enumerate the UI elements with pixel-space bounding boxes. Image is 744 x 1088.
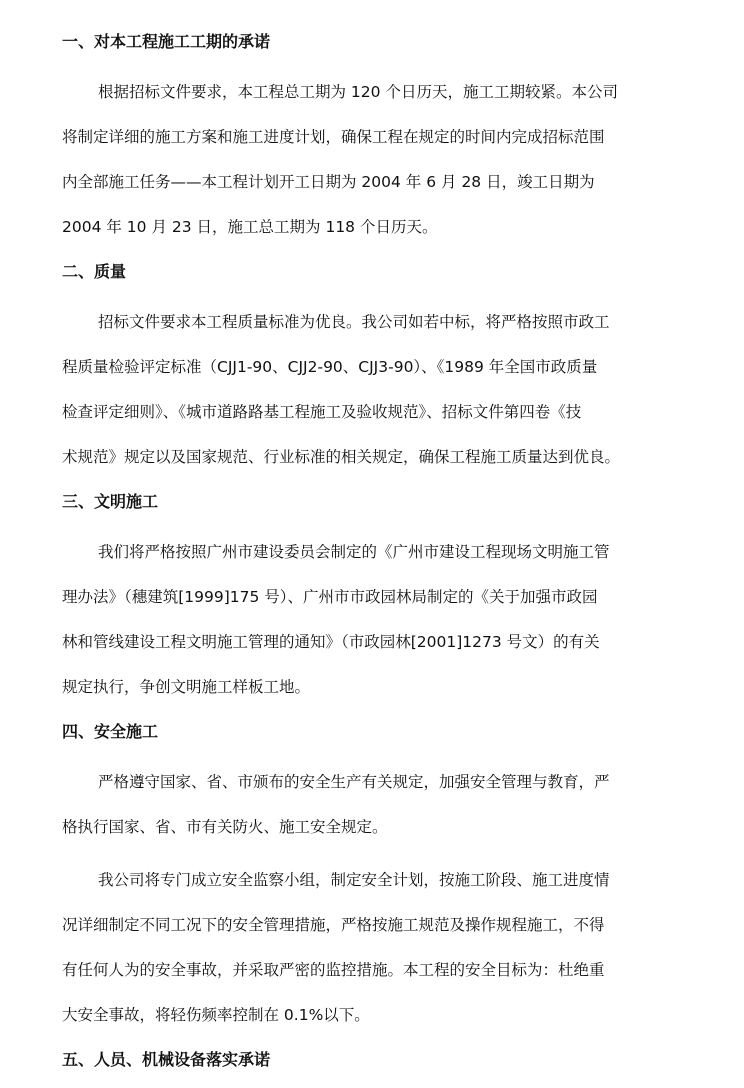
paragraph bbox=[62, 858, 690, 1038]
section-heading: 三、文明施工 bbox=[62, 492, 159, 511]
paragraph-line: 格执行国家、省、市有关防火、施工安全规定。 bbox=[62, 818, 388, 836]
paragraph-line: 理办法》（穗建筑[1999]175 号）、广州市市政园林局制定的《关于加强市政园 bbox=[62, 588, 598, 606]
section-quality bbox=[62, 258, 690, 480]
paragraph-line: 有任何人为的安全事故，并采取严密的监控措施。本工程的安全目标为：杜绝重 bbox=[62, 961, 605, 979]
paragraph bbox=[62, 530, 690, 710]
paragraph-line: 根据招标文件要求，本工程总工期为 120 个日历天，施工工期较紧。本公司 bbox=[98, 83, 618, 101]
paragraph-line: 招标文件要求本工程质量标准为优良。我公司如若中标，将严格按照市政工 bbox=[98, 313, 610, 331]
section-safety bbox=[62, 718, 690, 1038]
paragraph-line: 严格遵守国家、省、市颁布的安全生产有关规定，加强安全管理与教育，严 bbox=[98, 773, 610, 791]
paragraph-line: 内全部施工任务——本工程计划开工日期为 2004 年 6 月 28 日，竣工日期为 bbox=[62, 173, 595, 191]
document-page bbox=[62, 28, 690, 1088]
paragraph-line: 2004 年 10 月 23 日，施工总工期为 118 个日历天。 bbox=[62, 218, 438, 236]
paragraph-line: 将制定详细的施工方案和施工进度计划，确保工程在规定的时间内完成招标范围 bbox=[62, 128, 605, 146]
paragraph-line: 我公司将专门成立安全监察小组，制定安全计划，按施工阶段、施工进度情 bbox=[98, 871, 610, 889]
paragraph-line: 检查评定细则》、《城市道路路基工程施工及验收规范》、招标文件第四卷《技 bbox=[62, 403, 582, 421]
paragraph-line: 大安全事故，将轻伤频率控制在 0.1%以下。 bbox=[62, 1006, 370, 1024]
paragraph-line: 况详细制定不同工况下的安全管理措施，严格按施工规范及操作规程施工，不得 bbox=[62, 916, 605, 934]
paragraph bbox=[62, 760, 690, 850]
paragraph-line: 程质量检验评定标准（CJJ1-90、CJJ2-90、CJJ3-90）、《1989 年全国市政质量 bbox=[62, 358, 598, 376]
section-heading: 一、对本工程施工工期的承诺 bbox=[62, 32, 271, 51]
paragraph bbox=[62, 300, 690, 480]
paragraph-line: 规定执行，争创文明施工样板工地。 bbox=[62, 678, 311, 696]
paragraph-line: 我们将严格按照广州市建设委员会制定的《广州市建设工程现场文明施工管 bbox=[98, 543, 610, 561]
section-schedule bbox=[62, 28, 690, 250]
paragraph-line: 术规范》规定以及国家规范、行业标准的相关规定，确保工程施工质量达到优良。 bbox=[62, 448, 621, 466]
section-heading: 二、质量 bbox=[62, 262, 127, 281]
section-heading: 五、人员、机械设备落实承诺 bbox=[62, 1050, 271, 1069]
section-civilized-construction bbox=[62, 488, 690, 710]
paragraph bbox=[62, 70, 690, 250]
section-heading: 四、安全施工 bbox=[62, 722, 159, 741]
section-personnel-equipment bbox=[62, 1046, 690, 1074]
paragraph-line: 林和管线建设工程文明施工管理的通知》（市政园林[2001]1273 号文）的有关 bbox=[62, 633, 600, 651]
